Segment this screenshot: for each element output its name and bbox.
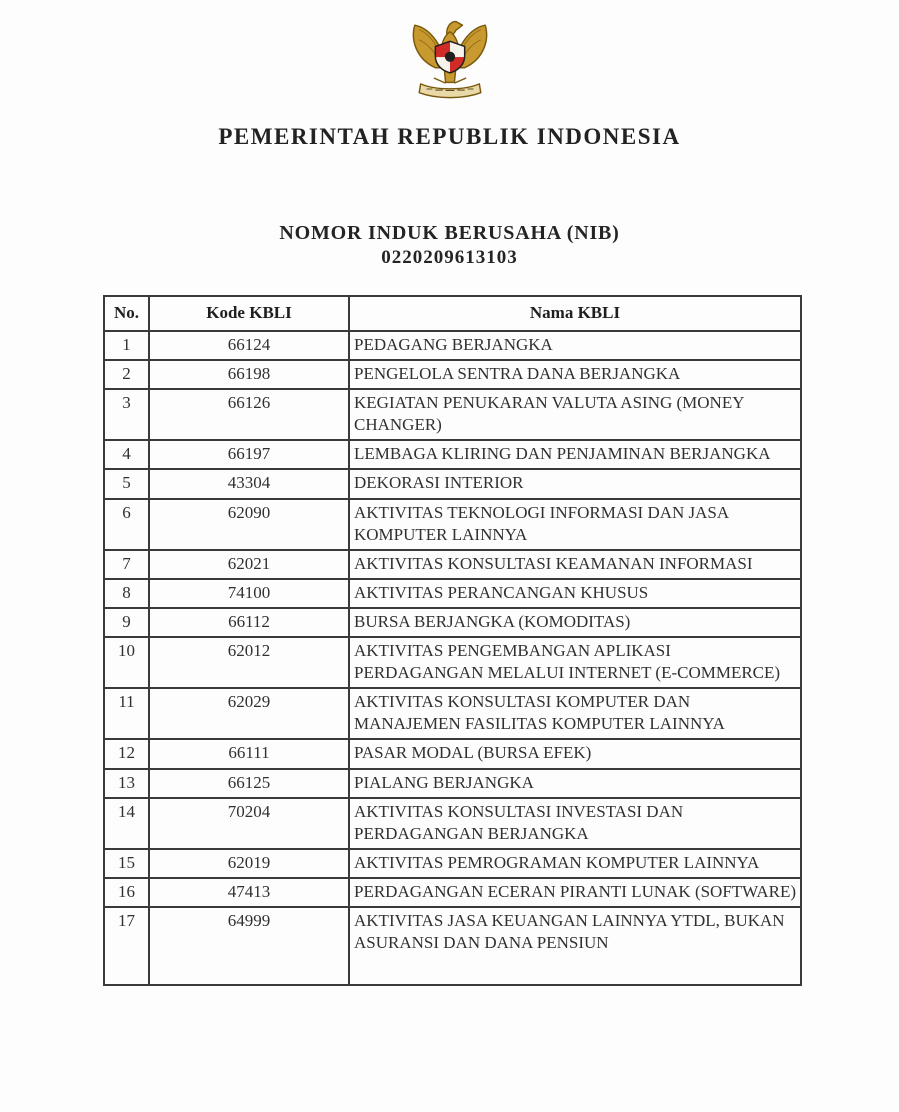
row-number-cell: 13 — [104, 769, 149, 798]
kbli-table-row — [104, 579, 801, 608]
kbli-table-row — [104, 907, 801, 985]
kbli-code-cell: 43304 — [149, 469, 349, 498]
kbli-code-cell: 62019 — [149, 849, 349, 878]
row-number-cell: 11 — [104, 688, 149, 739]
document-heading — [0, 222, 899, 269]
kbli-name-cell: PERDAGANGAN ECERAN PIRANTI LUNAK (SOFTWARE) — [349, 878, 801, 907]
kbli-name-cell: PIALANG BERJANGKA — [349, 769, 801, 798]
kbli-code-cell: 47413 — [149, 878, 349, 907]
government-title: PEMERINTAH REPUBLIK INDONESIA — [218, 124, 681, 149]
garuda-pancasila-icon — [406, 93, 494, 110]
row-number-cell: 10 — [104, 637, 149, 688]
column-header-nama-kbli: Nama KBLI — [349, 296, 801, 331]
kbli-table-row — [104, 389, 801, 440]
table-header-row — [104, 296, 801, 331]
kbli-code-cell: 66125 — [149, 769, 349, 798]
kbli-table-row — [104, 739, 801, 768]
kbli-code-cell: 66197 — [149, 440, 349, 469]
kbli-name-cell: DEKORASI INTERIOR — [349, 469, 801, 498]
kbli-table-row — [104, 798, 801, 849]
nib-number: 0220209613103 — [381, 247, 518, 268]
kbli-name-cell: AKTIVITAS PEMROGRAMAN KOMPUTER LAINNYA — [349, 849, 801, 878]
kbli-table-row — [104, 637, 801, 688]
kbli-table-body — [104, 331, 801, 985]
row-number-cell: 14 — [104, 798, 149, 849]
row-number-cell: 4 — [104, 440, 149, 469]
kbli-table-row — [104, 360, 801, 389]
kbli-name-cell: AKTIVITAS JASA KEUANGAN LAINNYA YTDL, BUKAN ASURANSI DAN DANA PENSIUN — [349, 907, 801, 985]
kbli-table-row — [104, 469, 801, 498]
kbli-name-cell: LEMBAGA KLIRING DAN PENJAMINAN BERJANGKA — [349, 440, 801, 469]
kbli-name-cell: PENGELOLA SENTRA DANA BERJANGKA — [349, 360, 801, 389]
kbli-code-cell: 64999 — [149, 907, 349, 985]
kbli-table-row — [104, 608, 801, 637]
kbli-table-row — [104, 499, 801, 550]
kbli-name-cell: AKTIVITAS KONSULTASI KEAMANAN INFORMASI — [349, 550, 801, 579]
kbli-name-cell: AKTIVITAS KONSULTASI KOMPUTER DAN MANAJEMEN FASILITAS KOMPUTER LAINNYA — [349, 688, 801, 739]
kbli-table-row — [104, 688, 801, 739]
row-number-cell: 5 — [104, 469, 149, 498]
kbli-code-cell: 62029 — [149, 688, 349, 739]
kbli-name-cell: AKTIVITAS PENGEMBANGAN APLIKASI PERDAGANGAN MELALUI INTERNET (E-COMMERCE) — [349, 637, 801, 688]
kbli-code-cell: 62021 — [149, 550, 349, 579]
column-header-no: No. — [104, 296, 149, 331]
kbli-code-cell: 62012 — [149, 637, 349, 688]
kbli-code-cell: 70204 — [149, 798, 349, 849]
row-number-cell: 3 — [104, 389, 149, 440]
row-number-cell: 2 — [104, 360, 149, 389]
row-number-cell: 16 — [104, 878, 149, 907]
kbli-code-cell: 66126 — [149, 389, 349, 440]
row-number-cell: 8 — [104, 579, 149, 608]
kbli-code-cell: 74100 — [149, 579, 349, 608]
kbli-table-row — [104, 769, 801, 798]
kbli-table-row — [104, 550, 801, 579]
row-number-cell: 17 — [104, 907, 149, 985]
kbli-table-row — [104, 440, 801, 469]
kbli-name-cell: AKTIVITAS PERANCANGAN KHUSUS — [349, 579, 801, 608]
kbli-code-cell: 66124 — [149, 331, 349, 360]
row-number-cell: 7 — [104, 550, 149, 579]
row-number-cell: 6 — [104, 499, 149, 550]
kbli-table-row — [104, 849, 801, 878]
kbli-table-row — [104, 331, 801, 360]
kbli-code-cell: 62090 — [149, 499, 349, 550]
kbli-name-cell: KEGIATAN PENUKARAN VALUTA ASING (MONEY CHANGER) — [349, 389, 801, 440]
row-number-cell: 12 — [104, 739, 149, 768]
kbli-table-row — [104, 878, 801, 907]
kbli-name-cell: AKTIVITAS KONSULTASI INVESTASI DAN PERDAGANGAN BERJANGKA — [349, 798, 801, 849]
row-number-cell: 1 — [104, 331, 149, 360]
kbli-code-cell: 66112 — [149, 608, 349, 637]
kbli-code-cell: 66111 — [149, 739, 349, 768]
column-header-kode-kbli: Kode KBLI — [149, 296, 349, 331]
kbli-table — [103, 295, 802, 986]
document-title: NOMOR INDUK BERUSAHA (NIB) — [279, 222, 620, 244]
emblem-container — [0, 0, 899, 108]
kbli-code-cell: 66198 — [149, 360, 349, 389]
kbli-name-cell: PEDAGANG BERJANGKA — [349, 331, 801, 360]
row-number-cell: 9 — [104, 608, 149, 637]
kbli-name-cell: BURSA BERJANGKA (KOMODITAS) — [349, 608, 801, 637]
kbli-name-cell: PASAR MODAL (BURSA EFEK) — [349, 739, 801, 768]
kbli-name-cell: AKTIVITAS TEKNOLOGI INFORMASI DAN JASA KOMPUTER LAINNYA — [349, 499, 801, 550]
row-number-cell: 15 — [104, 849, 149, 878]
